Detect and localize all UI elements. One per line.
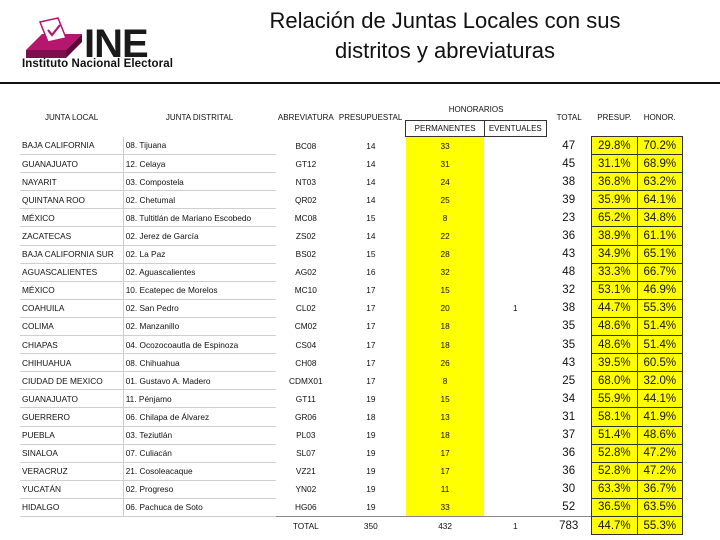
table-row xyxy=(20,245,683,263)
junta-distrital-cell: 02. Chetumal xyxy=(123,191,276,209)
presup-pct-cell: 52.8% xyxy=(592,444,637,462)
abreviatura-cell: YN02 xyxy=(295,484,317,495)
presup-pct-cell: 48.6% xyxy=(592,317,637,335)
eventuales-cell xyxy=(484,462,546,480)
junta-distrital-cell: 03. Compostela xyxy=(123,173,276,191)
presup-pct-cell: 39.5% xyxy=(592,354,637,372)
table-row xyxy=(20,137,683,155)
total-cell: 39 xyxy=(562,193,576,206)
permanentes-cell: 18 xyxy=(406,336,484,354)
honor-pct-cell: 68.9% xyxy=(637,155,682,173)
permanentes-cell: 31 xyxy=(406,155,484,173)
junta-distrital-cell: 01. Gustavo A. Madero xyxy=(123,372,276,390)
table-row xyxy=(20,444,683,462)
table-row xyxy=(20,191,683,209)
junta-distrital-cell: 04. Ocozocoautla de Espinoza xyxy=(123,336,276,354)
presup-pct-cell: 65.2% xyxy=(592,209,637,227)
honor-pct-cell: 55.3% xyxy=(637,299,682,317)
presup-pct-cell: 33.3% xyxy=(592,263,637,281)
permanentes-cell: 32 xyxy=(406,263,484,281)
total-cell: 36 xyxy=(562,465,576,478)
presupuestal-cell: 14 xyxy=(366,158,376,169)
totals-total: 783 xyxy=(546,516,591,534)
total-cell: 38 xyxy=(562,302,576,315)
junta-local-cell: YUCATÁN xyxy=(20,480,123,498)
honor-pct-cell: 36.7% xyxy=(637,480,682,498)
abreviatura-cell: CS04 xyxy=(295,339,317,350)
abreviatura-cell: CH08 xyxy=(295,357,317,368)
total-cell: 23 xyxy=(562,211,576,224)
honor-pct-cell: 60.5% xyxy=(637,354,682,372)
total-cell: 32 xyxy=(562,284,576,297)
junta-distrital-cell: 02. La Paz xyxy=(123,245,276,263)
abreviatura-cell: CL02 xyxy=(295,303,316,314)
total-cell: 38 xyxy=(562,175,576,188)
junta-local-cell: GUANAJUATO xyxy=(20,155,123,173)
table-row xyxy=(20,462,683,480)
presup-pct-cell: 36.5% xyxy=(592,498,637,516)
honor-pct-cell: 51.4% xyxy=(637,317,682,335)
total-cell: 43 xyxy=(562,356,576,369)
eventuales-cell xyxy=(484,336,546,354)
honor-pct-cell: 63.2% xyxy=(637,173,682,191)
presup-pct-cell: 63.3% xyxy=(592,480,637,498)
totals-row xyxy=(20,516,683,534)
header-eventuales: EVENTUALES xyxy=(484,121,546,137)
permanentes-cell: 17 xyxy=(406,444,484,462)
presupuestal-cell: 19 xyxy=(366,393,376,404)
presupuestal-cell: 19 xyxy=(366,484,376,495)
table-row xyxy=(20,263,683,281)
header-honor-pct: HONOR. xyxy=(643,112,676,122)
junta-distrital-cell: 02. San Pedro xyxy=(123,299,276,317)
abreviatura-cell: BC08 xyxy=(295,140,317,151)
junta-local-cell: PUEBLA xyxy=(20,426,123,444)
total-cell: 48 xyxy=(562,266,576,279)
eventuales-cell xyxy=(484,173,546,191)
junta-local-cell: GUERRERO xyxy=(20,408,123,426)
junta-distrital-cell: 02. Jerez de García xyxy=(123,227,276,245)
eventuales-cell xyxy=(484,209,546,227)
permanentes-cell: 17 xyxy=(406,462,484,480)
presupuestal-cell: 15 xyxy=(366,212,376,223)
presupuestal-cell: 19 xyxy=(366,466,376,477)
presupuestal-cell: 17 xyxy=(366,321,376,332)
presup-pct-cell: 38.9% xyxy=(592,227,637,245)
header-divider xyxy=(0,82,720,84)
abreviatura-cell: SL07 xyxy=(296,448,316,459)
junta-local-cell: NAYARIT xyxy=(20,173,123,191)
eventuales-cell xyxy=(484,245,546,263)
abreviatura-cell: MC08 xyxy=(294,212,317,223)
eventuales-cell xyxy=(484,390,546,408)
total-cell: 35 xyxy=(562,338,576,351)
presup-pct-cell: 52.8% xyxy=(592,462,637,480)
table-row xyxy=(20,227,683,245)
total-cell: 36 xyxy=(562,230,576,243)
permanentes-cell: 15 xyxy=(406,390,484,408)
presup-pct-cell: 48.6% xyxy=(592,336,637,354)
presup-pct-cell: 68.0% xyxy=(592,372,637,390)
header-honorarios: HONORARIOS xyxy=(406,98,546,121)
total-cell: 36 xyxy=(562,447,576,460)
presup-pct-cell: 58.1% xyxy=(592,408,637,426)
table-row xyxy=(20,281,683,299)
junta-distrital-cell: 21. Cosoleacaque xyxy=(123,462,276,480)
junta-local-cell: ZACATECAS xyxy=(20,227,123,245)
honor-pct-cell: 51.4% xyxy=(637,336,682,354)
totals-empty-2 xyxy=(123,516,276,534)
table-row xyxy=(20,426,683,444)
totals-presupuestal: 350 xyxy=(336,516,406,534)
presupuestal-cell: 14 xyxy=(366,140,376,151)
presupuestal-cell: 19 xyxy=(366,502,376,513)
total-cell: 25 xyxy=(562,374,576,387)
junta-local-cell: CIUDAD DE MEXICO xyxy=(20,372,123,390)
presupuestal-cell: 19 xyxy=(366,448,376,459)
total-cell: 30 xyxy=(562,483,576,496)
abreviatura-cell: HG06 xyxy=(294,502,317,513)
honor-pct-cell: 48.6% xyxy=(637,426,682,444)
presupuestal-cell: 16 xyxy=(366,267,376,278)
permanentes-cell: 13 xyxy=(406,408,484,426)
eventuales-cell xyxy=(484,426,546,444)
table-row xyxy=(20,173,683,191)
eventuales-cell xyxy=(484,191,546,209)
table-row xyxy=(20,299,683,317)
abreviatura-cell: NT03 xyxy=(295,176,316,187)
permanentes-cell: 33 xyxy=(406,498,484,516)
junta-local-cell: COAHUILA xyxy=(20,299,123,317)
permanentes-cell: 15 xyxy=(406,281,484,299)
eventuales-cell xyxy=(484,408,546,426)
eventuales-cell xyxy=(484,372,546,390)
abreviatura-cell: PL03 xyxy=(296,430,316,441)
table-body xyxy=(20,137,683,535)
abreviatura-cell: GR06 xyxy=(294,411,317,422)
honor-pct-cell: 61.1% xyxy=(637,227,682,245)
presup-pct-cell: 55.9% xyxy=(592,390,637,408)
presup-pct-cell: 36.8% xyxy=(592,173,637,191)
presupuestal-cell: 17 xyxy=(366,285,376,296)
total-cell: 47 xyxy=(562,139,576,152)
abreviatura-cell: MC10 xyxy=(294,285,317,296)
totals-empty-1 xyxy=(20,516,123,534)
table-row xyxy=(20,408,683,426)
abreviatura-cell: QR02 xyxy=(294,194,317,205)
permanentes-cell: 8 xyxy=(406,372,484,390)
permanentes-cell: 18 xyxy=(406,426,484,444)
honor-pct-cell: 41.9% xyxy=(637,408,682,426)
permanentes-cell: 18 xyxy=(406,317,484,335)
total-cell: 45 xyxy=(562,157,576,170)
eventuales-cell xyxy=(484,263,546,281)
junta-local-cell: HIDALGO xyxy=(20,498,123,516)
title-line-2: distritos y abreviaturas xyxy=(334,38,556,63)
page-title xyxy=(225,6,665,66)
junta-local-cell: SINALOA xyxy=(20,444,123,462)
total-cell: 52 xyxy=(562,501,576,514)
juntas-table xyxy=(20,98,683,535)
junta-local-cell: QUINTANA ROO xyxy=(20,191,123,209)
junta-local-cell: MÉXICO xyxy=(20,209,123,227)
presupuestal-cell: 17 xyxy=(366,303,376,314)
permanentes-cell: 24 xyxy=(406,173,484,191)
junta-distrital-cell: 08. Chihuahua xyxy=(123,354,276,372)
junta-distrital-cell: 06. Chilapa de Álvarez xyxy=(123,408,276,426)
header-abreviatura: ABREVIATURA xyxy=(277,112,334,122)
table-row xyxy=(20,155,683,173)
header-total: TOTAL xyxy=(556,112,582,122)
presupuestal-cell: 19 xyxy=(366,430,376,441)
total-cell: 34 xyxy=(562,392,576,405)
abreviatura-cell: VZ21 xyxy=(295,466,316,477)
presupuestal-cell: 14 xyxy=(366,194,376,205)
eventuales-cell xyxy=(484,498,546,516)
header-junta-local: JUNTA LOCAL xyxy=(44,112,99,122)
eventuales-cell xyxy=(484,480,546,498)
permanentes-cell: 28 xyxy=(406,245,484,263)
presupuestal-cell: 15 xyxy=(366,249,376,260)
table-row xyxy=(20,209,683,227)
header-permanentes: PERMANENTES xyxy=(406,121,484,137)
honor-pct-cell: 63.5% xyxy=(637,498,682,516)
eventuales-cell: 1 xyxy=(512,303,518,314)
eventuales-cell xyxy=(484,155,546,173)
junta-local-cell: AGUASCALIENTES xyxy=(20,263,123,281)
table-row xyxy=(20,354,683,372)
abreviatura-cell: AG02 xyxy=(295,267,317,278)
abreviatura-cell: ZS02 xyxy=(295,231,316,242)
junta-distrital-cell: 02. Manzanillo xyxy=(123,317,276,335)
header-junta-distrital: JUNTA DISTRITAL xyxy=(165,112,234,122)
junta-distrital-cell: 03. Teziutlán xyxy=(123,426,276,444)
eventuales-cell xyxy=(484,227,546,245)
junta-distrital-cell: 06. Pachuca de Soto xyxy=(123,498,276,516)
total-cell: 37 xyxy=(562,429,576,442)
junta-distrital-cell: 08. Tultitlán de Mariano Escobedo xyxy=(123,209,276,227)
total-cell: 31 xyxy=(562,410,576,423)
junta-distrital-cell: 02. Aguascalientes xyxy=(123,263,276,281)
junta-local-cell: MÉXICO xyxy=(20,281,123,299)
eventuales-cell xyxy=(484,137,546,155)
abreviatura-cell: BS02 xyxy=(295,249,316,260)
header-row-1 xyxy=(20,98,683,121)
eventuales-cell xyxy=(484,354,546,372)
presupuestal-cell: 17 xyxy=(366,339,376,350)
totals-presup-pct: 44.7% xyxy=(592,516,637,534)
totals-permanentes: 432 xyxy=(406,516,484,534)
abreviatura-cell: CDMX01 xyxy=(288,375,323,386)
permanentes-cell: 8 xyxy=(406,209,484,227)
logo-subtitle: Instituto Nacional Electoral xyxy=(22,58,174,70)
logo-wordmark: INE xyxy=(84,22,148,66)
table-row xyxy=(20,336,683,354)
junta-local-cell: CHIAPAS xyxy=(20,336,123,354)
honor-pct-cell: 66.7% xyxy=(637,263,682,281)
presup-pct-cell: 34.9% xyxy=(592,245,637,263)
permanentes-cell: 20 xyxy=(406,299,484,317)
abreviatura-cell: CM02 xyxy=(294,321,317,332)
table-row xyxy=(20,498,683,516)
abreviatura-cell: GT11 xyxy=(295,393,316,404)
presup-pct-cell: 35.9% xyxy=(592,191,637,209)
presup-pct-cell: 51.4% xyxy=(592,426,637,444)
honor-pct-cell: 44.1% xyxy=(637,390,682,408)
honor-pct-cell: 32.0% xyxy=(637,372,682,390)
table-row xyxy=(20,480,683,498)
presup-pct-cell: 44.7% xyxy=(592,299,637,317)
permanentes-cell: 25 xyxy=(406,191,484,209)
presup-pct-cell: 53.1% xyxy=(592,281,637,299)
eventuales-cell xyxy=(484,317,546,335)
presupuestal-cell: 18 xyxy=(366,411,376,422)
junta-local-cell: BAJA CALIFORNIA xyxy=(20,137,123,155)
honor-pct-cell: 47.2% xyxy=(637,462,682,480)
permanentes-cell: 22 xyxy=(406,227,484,245)
totals-label: TOTAL xyxy=(276,516,336,534)
totals-eventuales: 1 xyxy=(484,516,546,534)
junta-local-cell: COLIMA xyxy=(20,317,123,335)
junta-distrital-cell: 07. Culiacán xyxy=(123,444,276,462)
eventuales-cell xyxy=(484,444,546,462)
junta-distrital-cell: 02. Progreso xyxy=(123,480,276,498)
table-row xyxy=(20,317,683,335)
presup-pct-cell: 29.8% xyxy=(592,137,637,155)
eventuales-cell xyxy=(484,281,546,299)
junta-local-cell: CHIHUAHUA xyxy=(20,354,123,372)
presup-pct-cell: 31.1% xyxy=(592,155,637,173)
junta-distrital-cell: 08. Tijuana xyxy=(123,137,276,155)
honor-pct-cell: 65.1% xyxy=(637,245,682,263)
junta-distrital-cell: 10. Ecatepec de Morelos xyxy=(123,281,276,299)
honor-pct-cell: 70.2% xyxy=(637,137,682,155)
total-cell: 35 xyxy=(562,320,576,333)
permanentes-cell: 11 xyxy=(406,480,484,498)
junta-distrital-cell: 12. Celaya xyxy=(123,155,276,173)
presupuestal-cell: 14 xyxy=(366,176,376,187)
junta-local-cell: VERACRUZ xyxy=(20,462,123,480)
honor-pct-cell: 34.8% xyxy=(637,209,682,227)
junta-local-cell: BAJA CALIFORNIA SUR xyxy=(20,245,123,263)
junta-local-cell: GUANAJUATO xyxy=(20,390,123,408)
header-presupuestal: PRESUPUESTAL xyxy=(338,112,403,122)
junta-distrital-cell: 11. Pénjamo xyxy=(123,390,276,408)
honor-pct-cell: 64.1% xyxy=(637,191,682,209)
totals-honor-pct: 55.3% xyxy=(637,516,682,534)
abreviatura-cell: GT12 xyxy=(295,158,317,169)
title-line-1: Relación de Juntas Locales con sus xyxy=(269,8,621,33)
table-row xyxy=(20,390,683,408)
table-row xyxy=(20,372,683,390)
total-cell: 43 xyxy=(562,248,576,261)
presupuestal-cell: 14 xyxy=(366,231,376,242)
honor-pct-cell: 46.9% xyxy=(637,281,682,299)
header-presup-pct: PRESUP. xyxy=(597,112,632,122)
presupuestal-cell: 17 xyxy=(366,357,376,368)
presupuestal-cell: 17 xyxy=(366,375,376,386)
permanentes-cell: 33 xyxy=(406,137,484,155)
permanentes-cell: 26 xyxy=(406,354,484,372)
honor-pct-cell: 47.2% xyxy=(637,444,682,462)
